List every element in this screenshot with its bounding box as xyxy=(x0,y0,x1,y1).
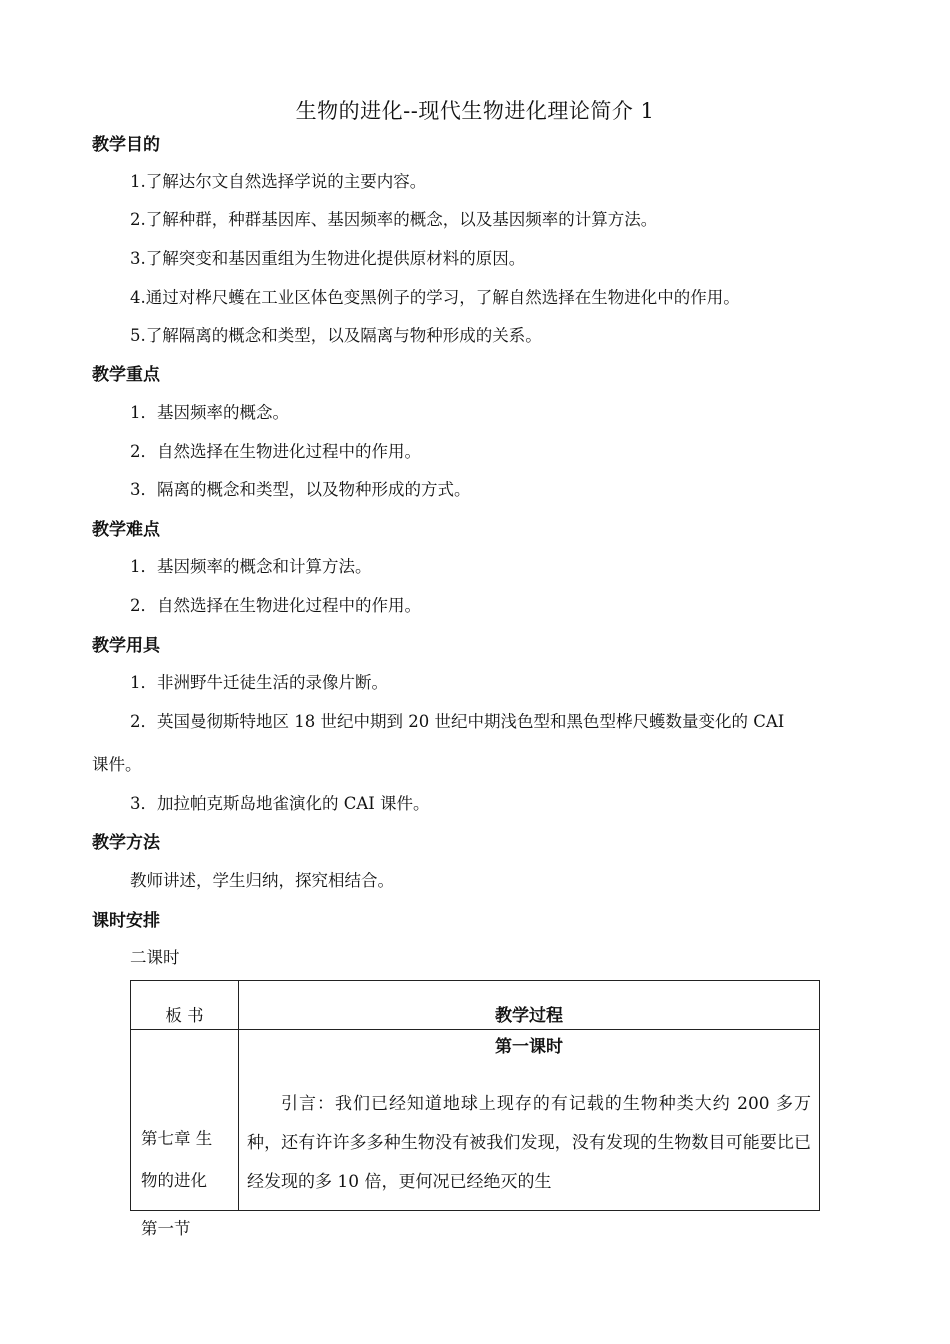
key-point-item: 1．基因频率的概念。 xyxy=(130,403,289,422)
schedule-text: 二课时 xyxy=(130,948,180,967)
tool-item: 2．英国曼彻斯特地区 18 世纪中期到 20 世纪中期浅色型和黑色型桦尺蠖数量变化的 CAI xyxy=(130,712,785,731)
tool-item: 1．非洲野牛迁徒生活的录像片断。 xyxy=(130,673,388,692)
lesson-title: 第一课时 xyxy=(495,1037,563,1057)
table-header-left xyxy=(131,981,239,1030)
methods-text: 教师讲述，学生归纳，探究相结合。 xyxy=(130,871,394,890)
teaching-process-table xyxy=(130,980,820,1238)
tools-heading: 教学用具 xyxy=(92,636,160,656)
objective-item: 1.了解达尔文自然选择学说的主要内容。 xyxy=(130,172,427,191)
objective-item: 5.了解隔离的概念和类型，以及隔离与物种形成的关系。 xyxy=(130,326,542,345)
tool-item: 3．加拉帕克斯岛地雀演化的 CAI 课件。 xyxy=(130,794,430,813)
table-header-right xyxy=(239,981,820,1030)
objectives-heading: 教学目的 xyxy=(92,135,160,155)
difficulty-item: 2．自然选择在生物进化过程中的作用。 xyxy=(130,596,421,615)
page-title: 生物的进化--现代生物进化理论简介 1 xyxy=(295,99,655,123)
tool-item-continued: 课件。 xyxy=(92,755,142,774)
key-point-item: 2．自然选择在生物进化过程中的作用。 xyxy=(130,442,421,461)
process-header: 教学过程 xyxy=(495,1006,563,1026)
objective-item: 2.了解种群，种群基因库、基因频率的概念，以及基因频率的计算方法。 xyxy=(130,210,658,229)
schedule-heading: 课时安排 xyxy=(92,911,160,931)
methods-heading: 教学方法 xyxy=(92,833,160,853)
board-content xyxy=(141,1118,232,1250)
board-header: 板 书 xyxy=(165,1006,204,1025)
process-cell xyxy=(239,1030,820,1211)
board-cell xyxy=(131,1030,239,1238)
intro-paragraph: 引言：我们已经知道地球上现存的有记载的生物种类大约 200 多万种，还有许许多多种生物没有被我们发现，没有发现的生物数目可能要比已经发现的多 10 倍，更何况已经绝灭的生 xyxy=(247,1094,811,1192)
board-line: 第一节 xyxy=(141,1219,191,1238)
board-line: 物的进化 xyxy=(141,1171,207,1190)
key-point-item: 3．隔离的概念和类型，以及物种形成的方式。 xyxy=(130,480,471,499)
objective-item: 4.通过对桦尺蠖在工业区体色变黑例子的学习，了解自然选择在生物进化中的作用。 xyxy=(130,288,740,307)
difficulty-item: 1．基因频率的概念和计算方法。 xyxy=(130,557,372,576)
difficulties-heading: 教学难点 xyxy=(92,520,160,540)
objective-item: 3.了解突变和基因重组为生物进化提供原材料的原因。 xyxy=(130,249,526,268)
board-line: 第七章 生 xyxy=(141,1129,213,1148)
key-points-heading: 教学重点 xyxy=(92,365,160,385)
